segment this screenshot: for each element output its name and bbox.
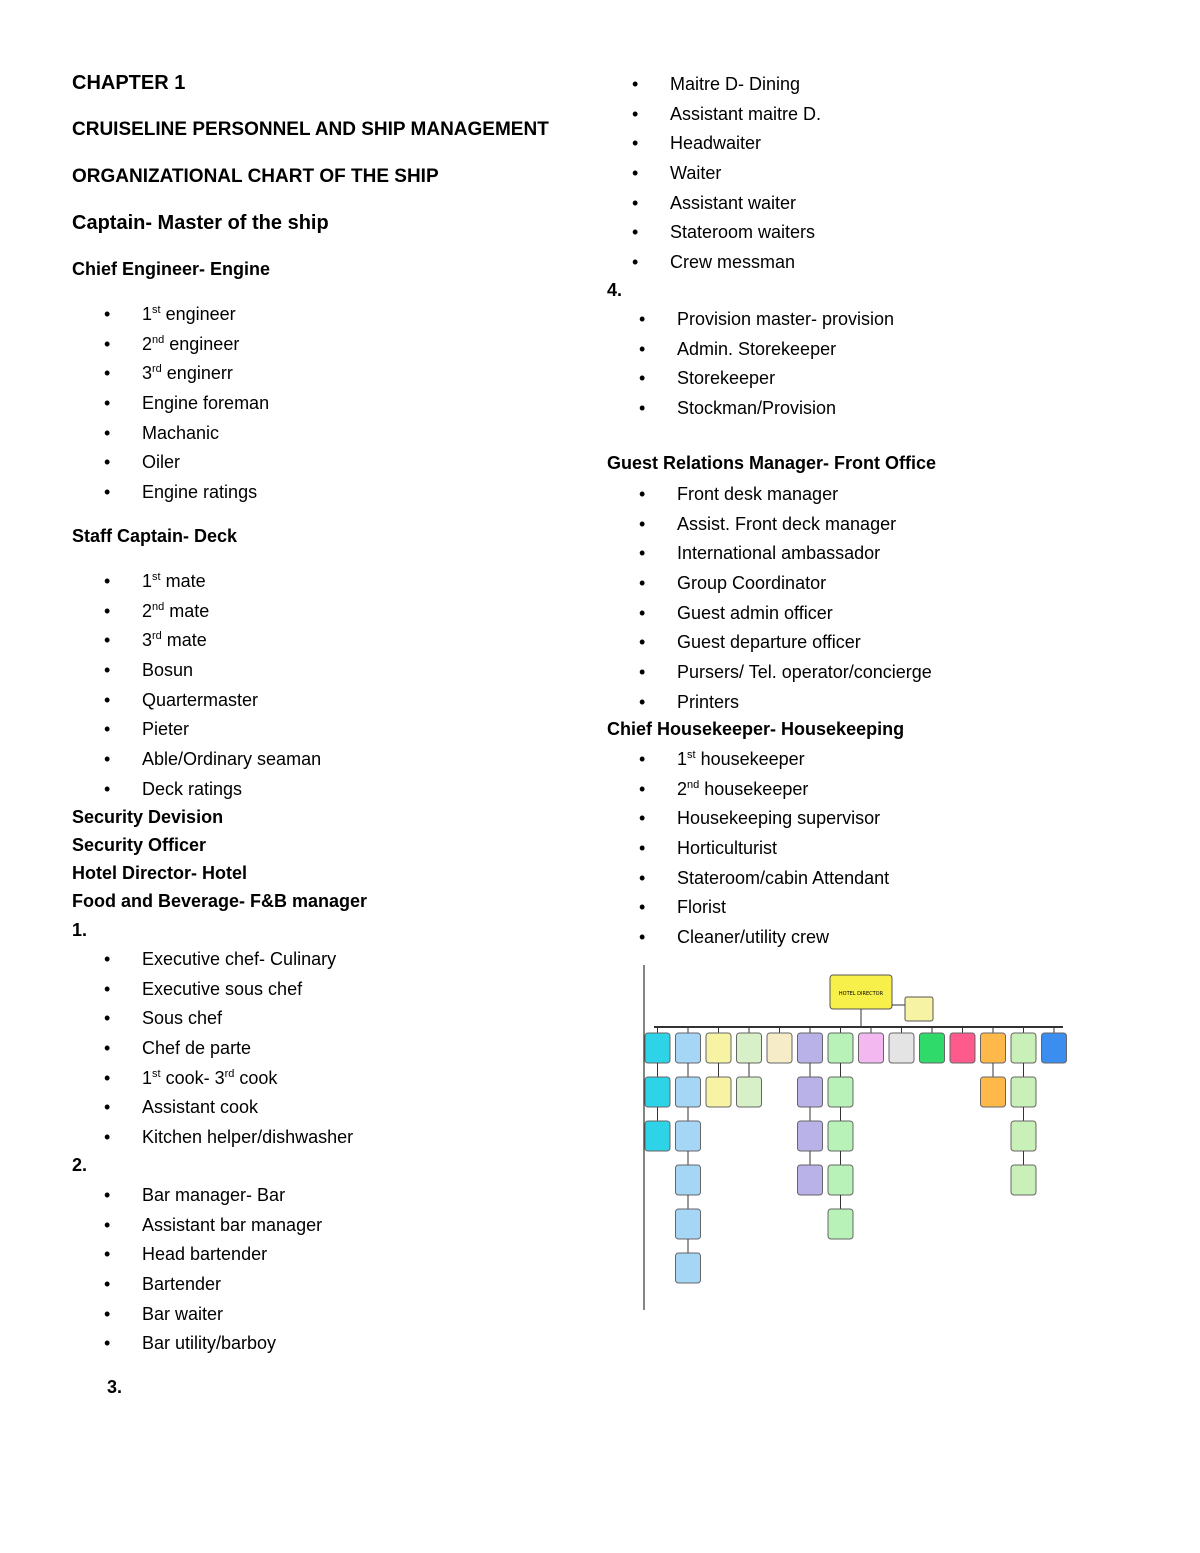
org-node [1011, 1033, 1036, 1063]
list-item: • Executive chef- Culinary [72, 945, 353, 975]
housekeeping-list [607, 745, 889, 953]
list-item: • Pieter [72, 715, 321, 745]
group2-label: 2. [72, 1155, 88, 1175]
list-item: • Assistant bar manager [72, 1211, 322, 1241]
list-item: • Engine ratings [72, 478, 269, 508]
list-item: • Front desk manager [607, 480, 932, 510]
org-node [645, 1033, 670, 1063]
list-item: • Bartender [72, 1270, 322, 1300]
list-item: • Stockman/Provision [607, 394, 894, 424]
guest-relations-heading: Guest Relations Manager- Front Office [607, 453, 937, 473]
group1-label: 1. [72, 920, 88, 940]
provision-list [607, 305, 894, 424]
org-node [767, 1033, 792, 1063]
list-item: • 1st mate [72, 567, 321, 597]
org-node [645, 1121, 670, 1151]
list-item: • Housekeeping supervisor [607, 804, 889, 834]
org-node [676, 1033, 701, 1063]
org-node-side [905, 997, 933, 1021]
org-node [828, 1077, 853, 1107]
list-item: • 2nd engineer [72, 330, 269, 360]
list-item: • 3rd enginerr [72, 359, 269, 389]
org-node [706, 1077, 731, 1107]
list-item: • Chef de parte [72, 1034, 353, 1064]
org-node-top-label: HOTEL DIRECTOR [838, 991, 884, 997]
culinary-list [72, 945, 353, 1153]
org-node [981, 1033, 1006, 1063]
dining-list [600, 70, 821, 278]
security-officer-heading: Security Officer [72, 835, 207, 855]
group3-label: 3. [107, 1377, 123, 1397]
org-node [676, 1077, 701, 1107]
list-item: • Horticulturist [607, 834, 889, 864]
list-item: • Kitchen helper/dishwasher [72, 1123, 353, 1153]
org-node [828, 1209, 853, 1239]
list-item: • Cleaner/utility crew [607, 923, 889, 953]
list-item: • 1st engineer [72, 300, 269, 330]
list-item: • Sous chef [72, 1004, 353, 1034]
list-item: • Storekeeper [607, 364, 894, 394]
org-chart-image [640, 965, 1070, 1310]
engine-list [72, 300, 269, 508]
list-item: • Oiler [72, 448, 269, 478]
list-item: • Engine foreman [72, 389, 269, 419]
org-node [1042, 1033, 1067, 1063]
org-node [920, 1033, 945, 1063]
security-division-heading: Security Devision [72, 807, 224, 827]
list-item: • Waiter [600, 159, 821, 189]
org-node [737, 1077, 762, 1107]
org-node [950, 1033, 975, 1063]
list-item: • Headwaiter [600, 129, 821, 159]
list-item: • Bar utility/barboy [72, 1329, 322, 1359]
list-item: • 1st housekeeper [607, 745, 889, 775]
fb-manager-heading: Food and Beverage- F&B manager [72, 891, 368, 911]
bar-list [72, 1181, 322, 1359]
org-node [645, 1077, 670, 1107]
list-item: • Crew messman [600, 248, 821, 278]
engine-heading: Chief Engineer- Engine [72, 259, 271, 279]
list-item: • Quartermaster [72, 686, 321, 716]
org-node [676, 1253, 701, 1283]
list-item: • 1st cook- 3rd cook [72, 1064, 353, 1094]
org-node [828, 1121, 853, 1151]
org-node [828, 1033, 853, 1063]
org-node [676, 1121, 701, 1151]
document-subtitle: ORGANIZATIONAL CHART OF THE SHIP [72, 166, 439, 187]
org-node [676, 1209, 701, 1239]
chapter-label: CHAPTER 1 [72, 72, 186, 94]
list-item: • 2nd housekeeper [607, 775, 889, 805]
list-item: • Assist. Front deck manager [607, 510, 932, 540]
deck-list [72, 567, 321, 805]
list-item: • Printers [607, 688, 932, 718]
org-node [1011, 1121, 1036, 1151]
org-node [1011, 1077, 1036, 1107]
org-node [798, 1077, 823, 1107]
list-item: • Admin. Storekeeper [607, 335, 894, 365]
list-item: • Bosun [72, 656, 321, 686]
list-item: • Provision master- provision [607, 305, 894, 335]
org-node [1011, 1165, 1036, 1195]
org-node [889, 1033, 914, 1063]
list-item: • Maitre D- Dining [600, 70, 821, 100]
list-item: • Assistant maitre D. [600, 100, 821, 130]
org-node [981, 1077, 1006, 1107]
org-node [737, 1033, 762, 1063]
document-title: CRUISELINE PERSONNEL AND SHIP MANAGEMENT [72, 119, 549, 140]
list-item: • Bar manager- Bar [72, 1181, 322, 1211]
list-item: • Machanic [72, 419, 269, 449]
list-item: • Stateroom waiters [600, 218, 821, 248]
org-node [828, 1165, 853, 1195]
list-item: • Assistant waiter [600, 189, 821, 219]
hotel-director-heading: Hotel Director- Hotel [72, 863, 248, 883]
list-item: • Bar waiter [72, 1300, 322, 1330]
list-item: • Florist [607, 893, 889, 923]
list-item: • Stateroom/cabin Attendant [607, 864, 889, 894]
list-item: • Assistant cook [72, 1093, 353, 1123]
org-node [798, 1165, 823, 1195]
list-item: • Able/Ordinary seaman [72, 745, 321, 775]
captain-heading: Captain- Master of the ship [72, 212, 329, 234]
deck-heading: Staff Captain- Deck [72, 526, 238, 546]
list-item: • Executive sous chef [72, 975, 353, 1005]
list-item: • Guest departure officer [607, 628, 932, 658]
org-node [706, 1033, 731, 1063]
housekeeping-heading: Chief Housekeeper- Housekeeping [607, 719, 905, 739]
list-item: • International ambassador [607, 539, 932, 569]
list-item: • 2nd mate [72, 597, 321, 627]
front-office-list [607, 480, 932, 718]
org-node [798, 1033, 823, 1063]
org-node [798, 1121, 823, 1151]
group4-label: 4. [607, 280, 623, 300]
list-item: • 3rd mate [72, 626, 321, 656]
org-node [676, 1165, 701, 1195]
list-item: • Pursers/ Tel. operator/concierge [607, 658, 932, 688]
list-item: • Deck ratings [72, 775, 321, 805]
list-item: • Group Coordinator [607, 569, 932, 599]
list-item: • Guest admin officer [607, 599, 932, 629]
list-item: • Head bartender [72, 1240, 322, 1270]
org-node [859, 1033, 884, 1063]
